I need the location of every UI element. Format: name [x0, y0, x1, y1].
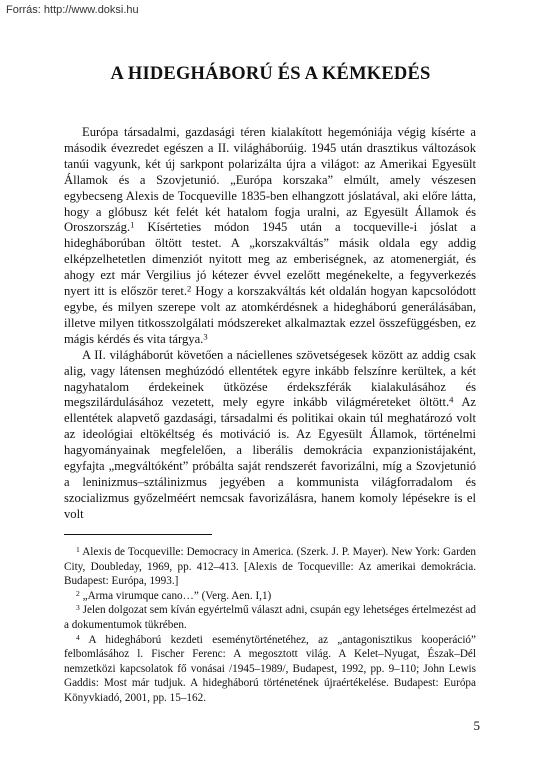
footnote-3: [64, 603, 476, 632]
page-number: 5: [473, 718, 480, 733]
page-title: A HIDEGHÁBORÚ ÉS A KÉMKEDÉS: [110, 64, 431, 84]
footnote-ref-4: 4: [449, 394, 454, 405]
footnote-text: Alexis de Tocqueville: Democracy in America. (Szerk. J. P. Mayer). New York: Garden City, Doubleday, 1969, pp. 412–413. [Alexis de Tocqueville: Az amerikai demokrácia. Budapest: Európa, 1993.]: [64, 546, 476, 588]
footnote-number: 4: [76, 632, 80, 642]
paragraph-2-part-2: Az ellentétek alapvető gazdasági, társadalmi és politikai okain túl meghatározó volt az ideológiai eltökéltség és motiváció is. Az Egyesült Államok, történelmi hagyományainak megfelelően, a liberális demokrácia expanzionistájaként, egyfajta „megváltóként” próbálta saját rendszerét favorizálni, míg a Szovjetunió a leninizmus–sztálinizmus jegyében a kommunista világforradalom és szocializmus győzelméért nemcsak favorizálásra, hanem komoly lépésekre is el volt: [64, 395, 476, 521]
paragraph-1-part-3: Hogy a korszakváltás két oldalán hogyan kapcsolódott egybe, és milyen szerepe volt az atomkérdésnek a hidegháború generálásában, illetve milyen titkosszolgálati módszereket alkalmaztak ezzel összefüggésben, ez mágis kérdés és vita tárgya.: [64, 284, 476, 346]
footnote-number: 3: [76, 603, 80, 613]
footnote-4: [64, 633, 476, 706]
footnote-ref-1: 1: [130, 219, 135, 230]
footnote-ref-2: 2: [187, 283, 192, 294]
footnotes: [64, 545, 476, 706]
paragraph-1-part-2: Kísérteties módon 1945 után a tocqueville-i jóslat a hidegháborúban öltött testet. A „korszakváltás” másik oldala egy addig elképzelhetetlen dimenziót nyitott meg az emberiségnek, az atomenergiát, és ahogy ezt már Vergilius jó kétezer évvel ezelőtt megénekelte, a fegyverkezés nyert itt is először teret.: [64, 220, 476, 299]
footnote-number: 1: [76, 544, 80, 554]
footnote-divider: [64, 534, 212, 535]
paragraph-2-part-1: A II. világháborút követően a náciellenes szövetségesek között az addig csak alig, vagy látensen meghúzódó ellentétek egyre inkább felszínre kerültek, a két nagyhatalom érdekeinek ütközése érdekszférák kialakulásához és megszilárdulásához vezetett, mely egyre inkább világméreteket öltött.: [64, 347, 476, 410]
footnote-text: A hidegháború kezdeti eseménytörténetéhez, az „antagonisztikus kooperáció” felbomlásához l. Fischer Ferenc: A megosztott világ. A Kelet–Nyugat, Észak–Dél nemzetközi kapcsolatok fő vonásai /1945–1989/, Budapest, 1992, pp. 9–110; John Lewis Gaddis: Most már tudjuk. A hidegháború történetének újraértékelése. Budapest: Európa Könyvkiadó, 2001, pp. 15–162.: [64, 633, 476, 704]
footnote-text: Jelen dolgozat sem kíván egyértelmű választ adni, csupán egy lehetséges értelmezést ad a dokumentumok tükrében.: [64, 604, 476, 631]
paragraph-2: [64, 348, 476, 523]
footnote-ref-3: 3: [203, 331, 208, 342]
paragraph-1: [64, 125, 476, 348]
source-header: Forrás: http://www.doksi.hu: [6, 4, 139, 16]
paragraph-1-part-1: Európa társadalmi, gazdasági téren kialakított hegemóniája végig kísérte a második évezredet egészen a II. világháborúig. 1945 után drasztikus változások tanúi vagyunk, két új sarkpont polarizálta újra a világot: az Amerikai Egyesült Államok és a Szovjetunió. „Európa korszaka” elmúlt, amely vészesen egybecseng Alexis de Tocqueville 1835-ben elhangzott jóslatával, aki előre látta, hogy a glóbusz két felét két hatalom fogja uralni, az Egyesült Államok és Oroszország.: [64, 125, 476, 235]
footnote-1: [64, 545, 476, 589]
footnote-2: [64, 589, 476, 604]
main-text: [64, 125, 476, 523]
footnote-text: „Arma virumque cano…” (Verg. Aen. I,1): [79, 589, 272, 602]
footnote-number: 2: [76, 588, 80, 598]
